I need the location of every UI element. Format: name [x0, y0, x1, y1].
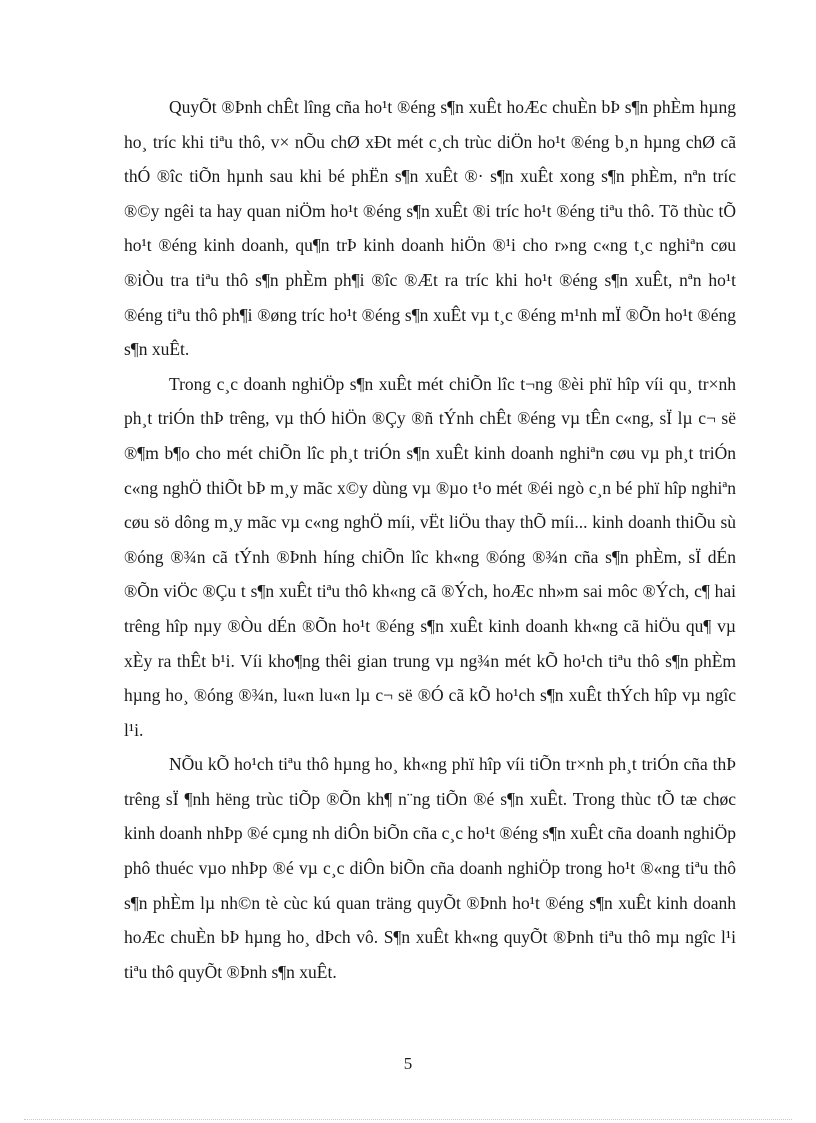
paragraph-3: NÕu kÕ ho¹ch tiªu thô hµng ho¸ kh«ng phï hîp víi tiÕn tr×nh ph¸t triÓn cña thÞ trêng sÏ ¶nh hëng trùc tiÕp ®Õn kh¶ n¨ng tiÕn ®é s¶n xuÊt. Trong thùc tÕ tæ chøc kinh doanh nhÞp ®é cµng nh diÔn biÕn cña c¸c ho¹t ®éng s¶n xuÊt cña doanh nghiÖp phô thuéc vµo nhÞp ®é vµ c¸c diÔn biÕn cña doanh nghiÖp trong ho¹t ®«ng tiªu thô s¶n phÈm lµ nh©n tè cùc kú quan träng quyÕt ®Þnh ho¹t ®éng s¶n xuÊt kinh doanh hoÆc chuÈn bÞ hµng ho¸ dÞch vô. S¶n xuÊt kh«ng quyÕt ®Þnh tiªu thô mµ ngîc l¹i tiªu thô quyÕt ®Þnh s¶n xuÊt.	[124, 754, 736, 982]
paragraph-2: Trong c¸c doanh nghiÖp s¶n xuÊt mét chiÕn lîc t¬ng ®èi phï hîp víi qu¸ tr×nh ph¸t triÓn thÞ trêng, vµ thÓ hiÖn ®Çy ®ñ tÝnh chÊt ®éng vµ tÊn c«ng, sÏ lµ c¬ së ®¶m b¶o cho mét chiÕn lîc ph¸t triÓn s¶n xuÊt kinh doanh nghiªn cøu vµ ph¸t triÓn c«ng nghÖ thiÕt bÞ m¸y mãc x©y dùng vµ ®µo t¹o mét ®éi ngò c¸n bé phï hîp nghiªn cøu sö dông m¸y mãc vµ c«ng nghÖ míi, vËt liÖu thay thÕ míi... kinh doanh thiÕu sù ®óng ®¾n cã tÝnh ®Þnh híng chiÕn lîc kh«ng ®óng ®¾n cña s¶n phÈm, sÏ dÉn ®Õn viÖc ®Çu t s¶n xuÊt tiªu thô kh«ng cã ®Ých, hoÆc nh»m sai môc ®Ých, c¶ hai trêng hîp nµy ®Òu dÉn ®Õn ho¹t ®éng s¶n xuÊt kinh doanh kh«ng cã hiÖu qu¶ vµ xÈy ra thÊt b¹i. Víi kho¶ng thêi gian trung vµ ng¾n mét kÕ ho¹ch tiªu thô s¶n phÈm hµng ho¸ ®óng ®¾n, lu«n lu«n lµ c¬ së ®Ó cã kÕ ho¹ch s¶n xuÊt thÝch hîp vµ ngîc l¹i.	[124, 373, 736, 740]
paragraph-1: QuyÕt ®Þnh chÊt lîng cña ho¹t ®éng s¶n xuÊt hoÆc chuÈn bÞ s¶n phÈm hµng ho¸ tríc khi tiªu thô, v× nÕu chØ xÐt mét c¸ch trùc diÖn ho¹t ®éng b¸n hµng chØ cã thÓ ®îc tiÕn hµnh sau khi bé phËn s¶n xuÊt ®· s¶n xuÊt xong s¶n phÈm, nªn tríc ®©y ngêi ta hay quan niÖm ho¹t ®éng s¶n xuÊt ®i tríc ho¹t ®éng tiªu thô. Tõ thùc tÕ ho¹t ®éng kinh doanh, qu¶n trÞ kinh doanh hiÖn ®¹i cho r»ng c«ng t¸c nghiªn cøu ®iÒu tra tiªu thô s¶n phÈm ph¶i ®îc ®Æt ra tríc khi ho¹t ®éng s¶n xuÊt, nªn ho¹t ®éng tiªu thô ph¶i ®øng tríc ho¹t ®éng s¶n xuÊt vµ t¸c ®éng m¹nh mÏ ®Õn ho¹t ®éng s¶n xuÊt.	[124, 97, 736, 360]
page-number: 5	[403, 1054, 413, 1073]
page-bottom-divider	[24, 1119, 792, 1120]
body-text	[124, 90, 736, 989]
